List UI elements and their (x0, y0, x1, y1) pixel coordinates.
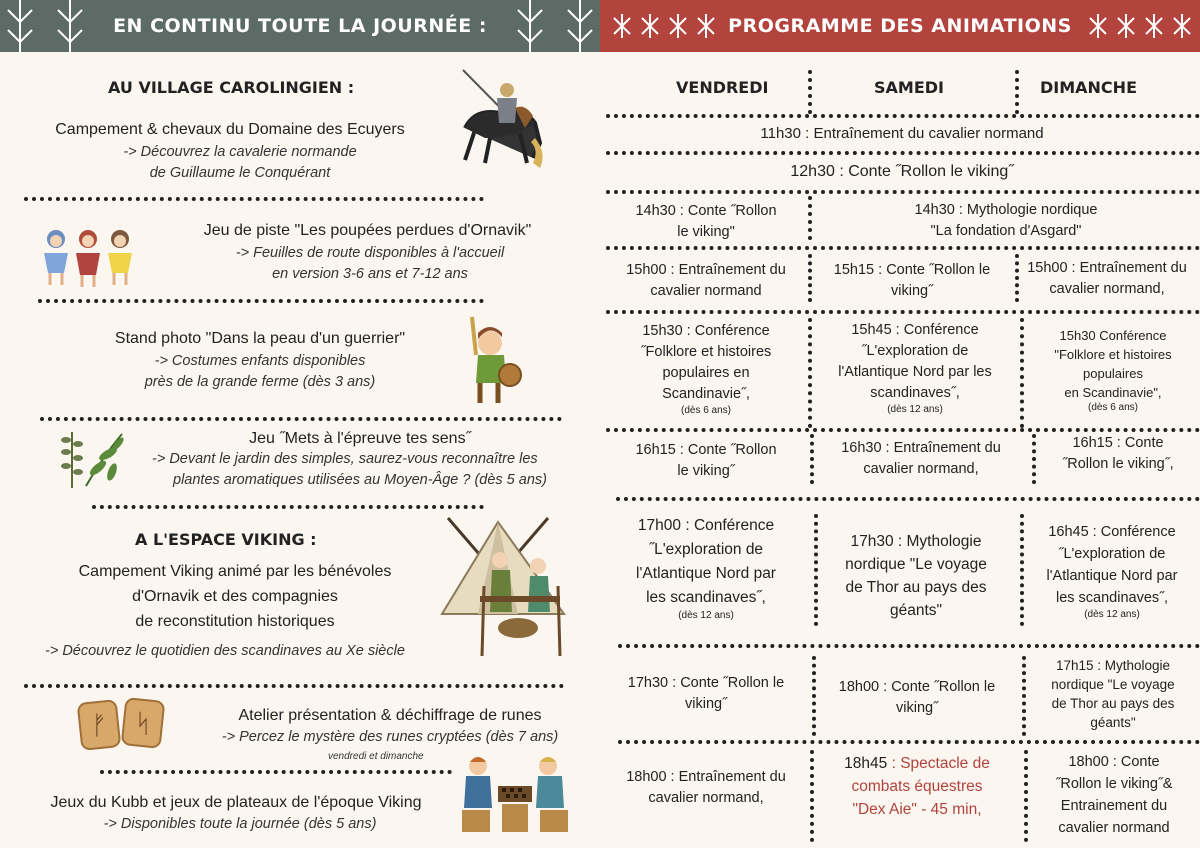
sens-line2: plantes aromatiques utilisées au Moyen-Âge ? (dès 5 ans) (173, 472, 547, 488)
piste-line1: -> Feuilles de route disponibles à l'accueil (235, 245, 505, 261)
rune-glyph-2: ᛋ (135, 709, 151, 739)
cell-line: 18h00 : Conte (1068, 754, 1160, 770)
dolls-icon (38, 225, 138, 293)
divider (24, 197, 484, 201)
cell-line: ˝Rollon le viking˝, (1062, 456, 1174, 472)
row-divider (606, 151, 1200, 155)
sens-line1: -> Devant le jardin des simples, saurez-vous reconnaître les (152, 451, 538, 467)
slot-satsun-1430 (812, 200, 1200, 242)
slot-sat-1800 (816, 677, 1018, 719)
divider (100, 770, 452, 774)
divider (92, 505, 484, 509)
cell-line: ˝Folklore et histoires (640, 344, 772, 360)
slot-sat-1845 (814, 752, 1020, 821)
cross-pattern-icon (608, 0, 718, 52)
right-header-title: PROGRAMME DES ANIMATIONS (728, 15, 1072, 37)
cell-line: de Thor au pays des (1051, 696, 1175, 711)
photo-line1: -> Costumes enfants disponibles (154, 353, 366, 369)
slot-1130-all: 11h30 : Entraînement du cavalier normand (760, 125, 1044, 142)
cell-line: 17h15 : Mythologie (1055, 658, 1171, 673)
slot-fri-1730 (608, 673, 804, 715)
runes-line1: -> Percez le mystère des runes cryptées (dès 7 ans) (221, 729, 559, 745)
board-game-players-icon (456, 752, 574, 834)
row-divider (618, 740, 1200, 744)
herbs-icon (56, 428, 126, 490)
slot-fri-1615 (608, 440, 804, 482)
cell-line: "Folklore et histoires (1054, 347, 1172, 362)
campement-title: Campement & chevaux du Domaine des Ecuyers (55, 121, 405, 138)
slot-sun-1500 (1014, 258, 1200, 300)
cell-line: les scandinaves˝, (1055, 590, 1169, 606)
cell-line: 14h30 : Mythologie nordique (914, 202, 1098, 218)
viking-tent-icon (438, 516, 572, 658)
cell-line: de Thor au pays des (845, 579, 987, 596)
cell-line: combats équestres (851, 778, 983, 795)
show-title: : Spectacle de (891, 755, 990, 772)
cell-line: le viking˝ (677, 463, 735, 479)
cell-line: cavalier normand, (1049, 281, 1165, 297)
column-divider (1015, 70, 1019, 114)
cell-line: en Scandinavie", (1064, 385, 1162, 400)
cell-line: ˝L'exploration de (648, 541, 764, 558)
slot-sun-1615 (1036, 433, 1200, 475)
column-divider (1020, 318, 1024, 428)
viking-camp-line4: -> Découvrez le quotidien des scandinaves au Xe siècle (45, 643, 405, 659)
cell-line: 15h30 Conférence (1059, 328, 1167, 343)
runes-title: Atelier présentation & déchiffrage de runes (238, 707, 542, 724)
slot-fri-1430 (608, 201, 804, 243)
viking-camp-line1: Campement Viking animé par les bénévoles (78, 563, 392, 580)
slot-sat-1545 (812, 320, 1018, 416)
cell-line: cavalier normand (1058, 820, 1170, 836)
cell-line: 16h30 : Entraînement du (841, 440, 1001, 456)
slot-fri-1500 (608, 260, 804, 302)
left-header (0, 0, 600, 52)
cell-line: cavalier normand (650, 283, 762, 299)
piste-title: Jeu de piste "Les poupées perdues d'Ornavik" (203, 222, 532, 239)
age-note: (dès 12 ans) (887, 404, 943, 415)
cell-line: l'Atlantique Nord par (1046, 568, 1178, 584)
day-dimanche: DIMANCHE (1040, 78, 1137, 97)
norse-pattern-icon (500, 0, 600, 52)
cell-line: géants" (889, 602, 943, 619)
cell-line: 16h45 : Conférence (1048, 524, 1176, 540)
cell-line: 15h00 : Entraînement du (626, 262, 786, 278)
day-samedi: SAMEDI (874, 78, 944, 97)
rune-glyph-1: ᚠ (91, 711, 107, 741)
cell-line: 16h15 : Conte (1072, 435, 1164, 451)
cell-line: géants" (1090, 715, 1136, 730)
cell-line: "La fondation d'Asgard" (930, 223, 1082, 239)
cell-line: ˝Rollon le viking˝& (1055, 776, 1173, 792)
slot-sat-1630 (814, 438, 1028, 480)
piste-line2: en version 3-6 ans et 7-12 ans (272, 266, 468, 282)
photo-title: Stand photo "Dans la peau d'un guerrier" (114, 330, 406, 347)
kubb-line1: -> Disponibles toute la journée (dès 5 ans) (103, 816, 377, 832)
column-divider (808, 70, 812, 114)
slot-fri-1800 (608, 767, 804, 809)
slot-fri-1530 (608, 321, 804, 417)
slot-sun-1645 (1024, 521, 1200, 621)
cell-line: 18h00 : Entraînement du (626, 769, 786, 785)
cross-pattern-icon (1084, 0, 1194, 52)
row-divider (606, 190, 1200, 194)
cell-line: 14h30 : Conte ˝Rollon (635, 203, 777, 219)
campement-line1: -> Découvrez la cavalerie normande (123, 144, 357, 160)
row-divider (616, 497, 1200, 501)
cell-line: viking˝ (891, 283, 933, 299)
cell-line: viking˝ (896, 700, 938, 716)
day-vendredi: VENDREDI (676, 78, 769, 97)
show-time: 18h45 (844, 755, 888, 772)
cell-line: 15h15 : Conte ˝Rollon le (833, 262, 991, 278)
age-note: (dès 6 ans) (680, 405, 732, 416)
cell-line: nordique "Le voyage (1051, 677, 1175, 692)
cell-line: populaires (1083, 366, 1143, 381)
slot-sun-1800 (1028, 751, 1200, 839)
cell-line: 18h00 : Conte ˝Rollon le (838, 679, 996, 695)
cell-line: Scandinavie˝, (662, 386, 750, 402)
cell-line: 17h30 : Mythologie (850, 533, 982, 550)
left-header-title: EN CONTINU TOUTE LA JOURNÉE : (113, 15, 487, 37)
cell-line: populaires en (662, 365, 750, 381)
cell-line: les scandinaves˝, (646, 589, 766, 606)
village-title: AU VILLAGE CAROLINGIEN : (108, 78, 355, 97)
cell-line: le viking" (677, 224, 735, 240)
row-divider (618, 644, 1200, 648)
slot-sun-1715 (1026, 656, 1200, 732)
cell-line: 15h00 : Entraînement du (1027, 260, 1187, 276)
cell-line (814, 752, 1020, 775)
cell-line: l'Atlantique Nord par (636, 565, 776, 582)
cell-line: scandinaves˝, (870, 385, 960, 401)
cell-line: viking˝ (685, 696, 727, 712)
cell-line: 17h30 : Conte ˝Rollon le (627, 675, 785, 691)
viking-camp-line2: d'Ornavik et des compagnies (132, 588, 338, 605)
slot-sun-1530 (1026, 326, 1200, 414)
viking-camp-line3: de reconstitution historiques (135, 613, 335, 630)
cell-line: 15h30 : Conférence (642, 323, 770, 339)
age-note: (dès 12 ans) (678, 610, 734, 621)
cell-line: cavalier normand, (648, 790, 764, 806)
cell-line: 15h45 : Conférence (851, 322, 979, 338)
row-divider (606, 428, 1200, 432)
campement-line2: de Guillaume le Conquérant (149, 165, 331, 181)
row-divider (606, 310, 1200, 314)
viking-title: A L'ESPACE VIKING : (135, 530, 317, 549)
divider (38, 299, 484, 303)
runes-icon (76, 696, 168, 754)
sens-title: Jeu ˝Mets à l'épreuve tes sens˝ (249, 430, 471, 447)
cell-line: ˝L'exploration de (861, 343, 969, 359)
slot-sat-1515 (812, 260, 1012, 302)
divider (40, 417, 562, 421)
photo-line2: près de la grande ferme (dès 3 ans) (144, 374, 376, 390)
slot-1230-all: 12h30 : Conte ˝Rollon le viking˝ (790, 163, 1014, 180)
right-header (600, 0, 1200, 52)
slot-fri-1700 (608, 514, 804, 622)
norse-pattern-icon (0, 0, 100, 52)
slot-sat-1730 (818, 530, 1014, 622)
cell-line: nordique "Le voyage (845, 556, 987, 573)
norman-rider-icon (455, 68, 550, 168)
cell-line: Entrainement du (1060, 798, 1168, 814)
cell-line: l'Atlantique Nord par les (838, 364, 992, 380)
divider (24, 684, 564, 688)
kubb-title: Jeux du Kubb et jeux de plateaux de l'époque Viking (50, 794, 422, 811)
cell-line: 17h00 : Conférence (637, 517, 775, 534)
age-note: (dès 12 ans) (1084, 609, 1140, 620)
cell-line: "Dex Aie" - 45 min, (852, 801, 982, 818)
child-warrior-icon (462, 315, 524, 407)
runes-note: vendredi et dimanche (328, 751, 424, 762)
cell-line: cavalier normand, (863, 461, 979, 477)
row-divider (606, 114, 1200, 118)
cell-line: ˝L'exploration de (1058, 546, 1166, 562)
row-divider (606, 246, 1200, 250)
cell-line: 16h15 : Conte ˝Rollon (635, 442, 777, 458)
age-note: (dès 6 ans) (1087, 402, 1139, 413)
